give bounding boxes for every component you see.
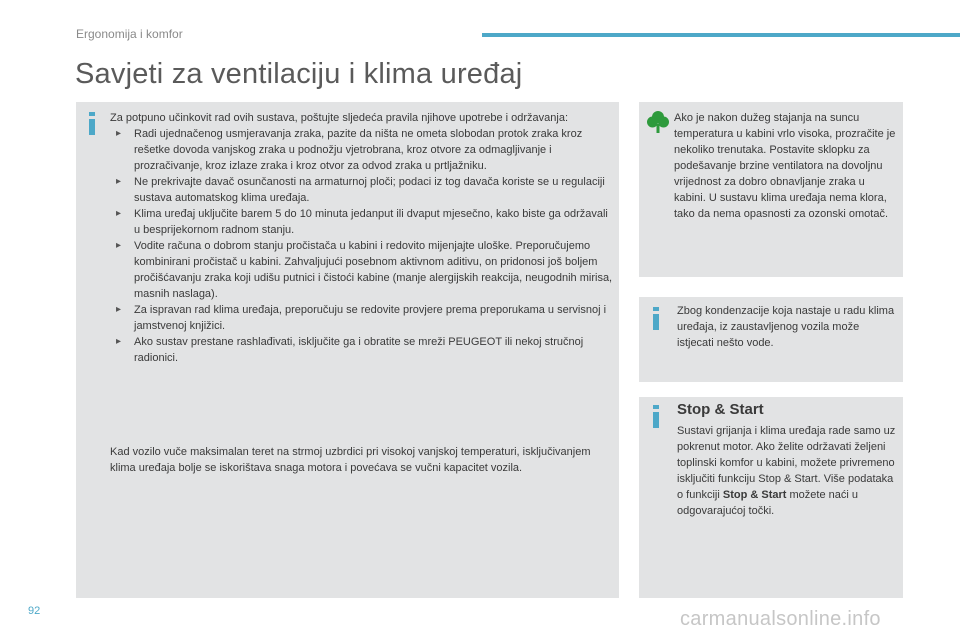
watermark: carmanualsonline.info xyxy=(680,608,881,630)
bullet-item: ▸ Ako sustav prestane rashlađivati, isključite ga i obratite se mreži PEUGEOT ili nekoj stručnoj radionici. xyxy=(110,334,616,366)
condensation-text: Zbog kondenzacije koja nastaje u radu klima uređaja, iz zaustavljenog vozila može istjecati nešto vode. xyxy=(677,305,895,349)
closing-text: Kad vozilo vuče maksimalan teret na strmoj uzbrdici pri visokoj vanjskoj temperaturi, isključivanjem klima uređaja bolje se iskorištava snaga motora i povećava se vučni kapacitet vozila. xyxy=(110,446,591,474)
page-number: 92 xyxy=(28,605,41,617)
tip-text: Ako je nakon dužeg stajanja na suncu temperatura u kabini vrlo visoka, prozračite je nekoliko trenutaka. Postavite sklopku za podešavanje brzine ventilatora na dovoljnu vrijednost za dobro obnavljanje zraka u kabini. U sustavu klima uređaja nema klora, tako da nema opasnosti za ozonski omotač. xyxy=(674,112,896,220)
bullet-item: ▸ Klima uređaj uključite barem 5 do 10 minuta jedanput ili dvaput mjesečno, kako biste ga održavali u besprijekornom radnom stanju. xyxy=(110,206,616,238)
tree-icon xyxy=(647,110,669,134)
bullet-list xyxy=(110,126,616,366)
stop-start-reference: Stop & Start xyxy=(722,489,787,501)
stop-start-panel xyxy=(639,397,903,598)
bullet-item: ▸ Ne prekrivajte davač osunčanosti na armaturnoj ploči; podaci iz tog davača koriste se u regulaciji sustava automatskog klima uređaja. xyxy=(110,174,616,206)
intro-text: Za potpuno učinkovit rad ovih sustava, poštujte sljedeća pravila njihove upotrebe i održavanja: xyxy=(110,112,568,124)
info-icon xyxy=(653,307,659,330)
bullet-item: ▸ Za ispravan rad klima uređaja, preporučuju se redovite provjere prema preporukama u servisnoj i jamstvenoj knjižici. xyxy=(110,302,616,334)
tip-panel xyxy=(639,102,903,277)
main-panel xyxy=(76,102,619,598)
stop-start-text xyxy=(677,423,897,519)
main-text xyxy=(110,110,616,366)
section-label: Ergonomija i komfor xyxy=(76,27,183,41)
header-rule xyxy=(482,33,960,37)
stop-start-title: Stop & Start xyxy=(677,401,764,418)
stop-start-body: Sustavi grijanja i klima uređaja rade samo uz pokrenut motor. Ako želite održavati željeni toplinski komfor u kabini, možete privremeno isključiti funkciju Stop & Start. Više podataka o funkciji xyxy=(677,425,896,501)
info-icon xyxy=(653,405,659,428)
bullet-item: ▸ Vodite računa o dobrom stanju pročistača u kabini i redovito mijenjajte uloške. Preporučujemo kombinirani pročistač u kabini. Zahvaljujući posebnom aktivnom aditivu, on pridonosi još boljem pročišćavanju zraka koji udišu putnici i čistoći kabine (manje alergijskih reakcija, neugodnih mirisa, masnih naslaga). xyxy=(110,238,616,302)
condensation-panel xyxy=(639,297,903,382)
stop-start-body-end: možete naći u odgovarajućoj točki. xyxy=(677,489,858,517)
page-title: Savjeti za ventilaciju i klima uređaj xyxy=(75,58,523,90)
info-icon xyxy=(89,112,95,135)
bullet-item: ▸ Radi ujednačenog usmjeravanja zraka, pazite da ništa ne ometa slobodan protok zraka kroz rešetke dovoda vanjskog zraka u podnožju vjetrobrana, kroz otvore za odmagljivanje i prozračivanje, kroz izlaze zraka i kroz otvor za odvod zraka u prtljažniku. xyxy=(110,126,616,174)
